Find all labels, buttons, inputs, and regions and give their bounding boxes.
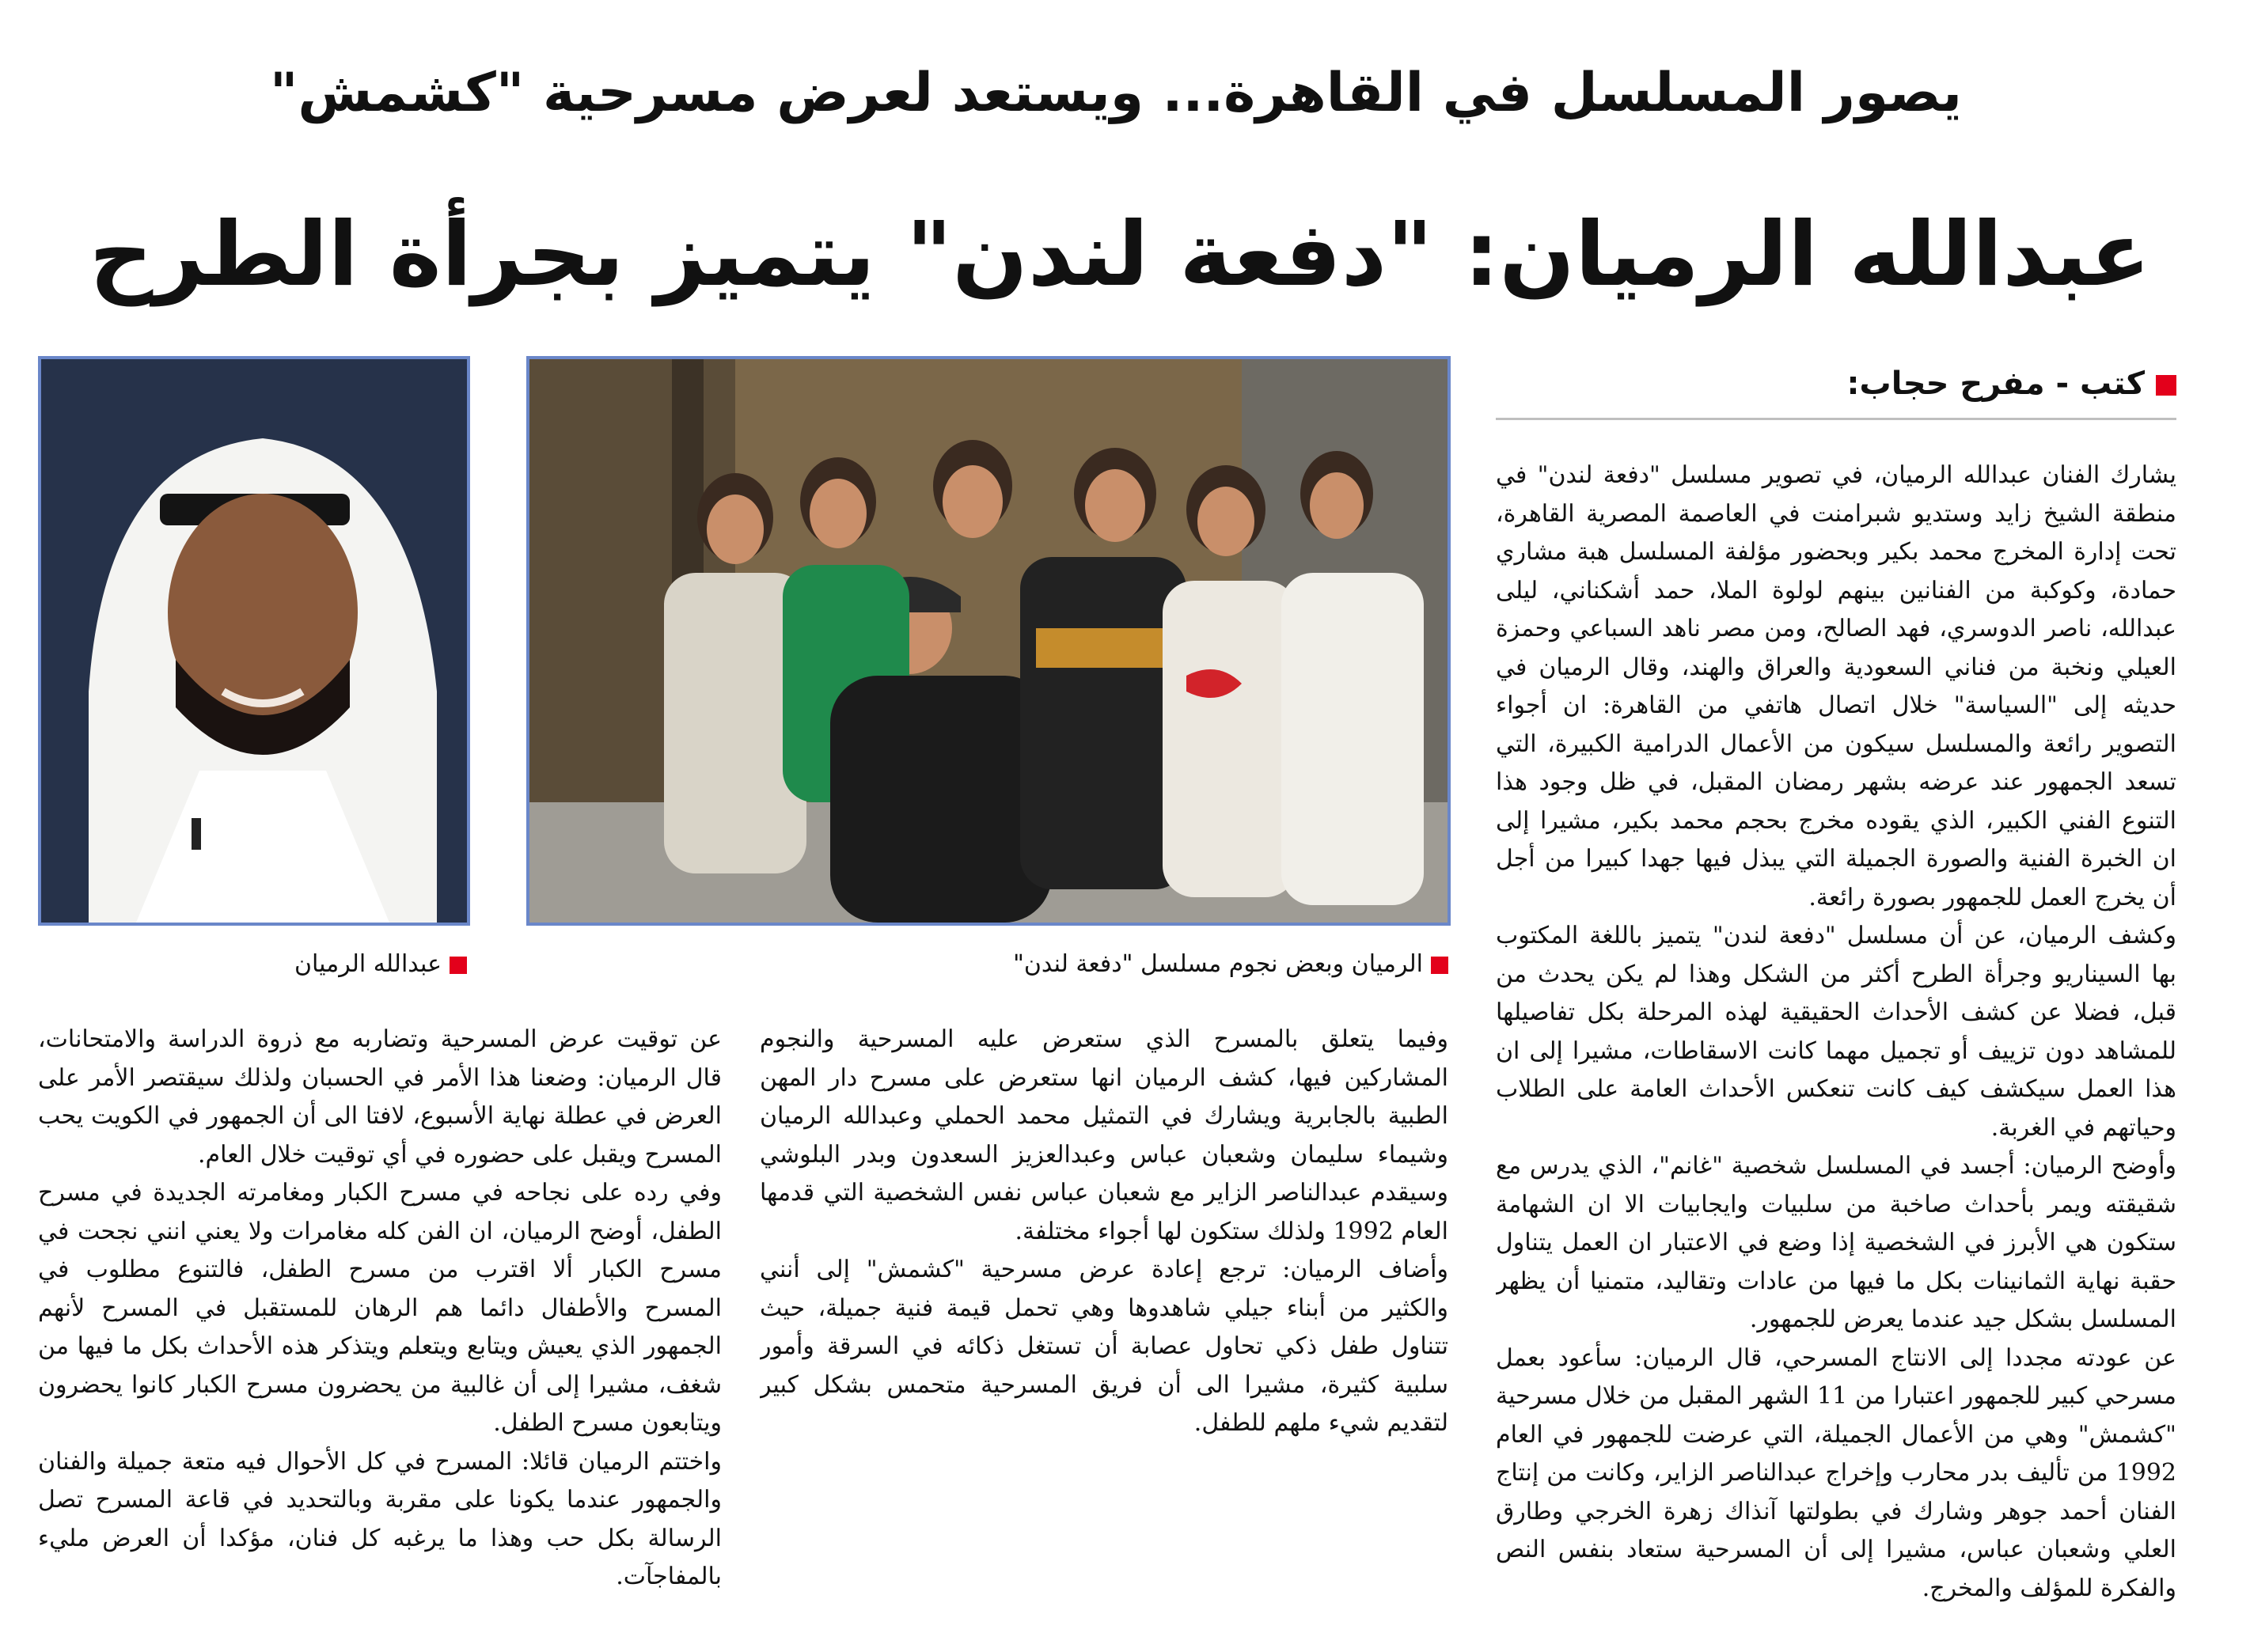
article-paragraph: وفيما يتعلق بالمسرح الذي ستعرض عليه المسرحية والنجوم المشاركين فيها، كشف الرميان انها ستعرض على مسرح دار المهن الطبية بالجابرية ويشارك في التمثيل محمد الحملي وعبدالله الرميان وشيماء سليمان وشعبان عباس وعبدالعزيز السعدون وبدر البلوشي وسيقدم عبدالناصر الزاير مع شعبان عباس نفس الشخصية التي قدمها العام 1992 ولذلك ستكون لها أجواء مختلفة. <box>760 1025 1448 1245</box>
article-column-left <box>38 1021 722 1622</box>
article-paragraph: وأوضح الرميان: أجسد في المسلسل شخصية "غانم"، الذي يدرس مع شقيقته ويمر بأحداث صاخبة من سلبيات وايجابيات الا ان الشهامة ستكون هي الأبرز في الشخصية إذا وضع في الاعتبار ان العمل يتناول حقبة نهاية الثمانينات بكل ما فيها من عادات وتقاليد، متمنيا أن يظهر المسلسل بشكل جيد عندما يعرض للجمهور. <box>1496 1152 2176 1333</box>
red-square-bullet-icon <box>2156 375 2176 396</box>
article-headline: عبدالله الرميان: "دفعة لندن" يتميز بجرأة الطرح <box>89 203 2151 306</box>
group-photo-caption-text: الرميان وبعض نجوم مسلسل "دفعة لندن" <box>1013 950 1423 978</box>
article-paragraph: يشارك الفنان عبدالله الرميان، في تصوير مسلسل "دفعة لندن" في منطقة الشيخ زايد وستديو شبرامنت في العاصمة المصرية القاهرة، تحت إدارة المخرج محمد بكير وبحضور مؤلفة المسلسل هبة مشاري حمادة، وكوكبة من الفنانين بينهم لولوة الملا، حمد أشكناني، ليلى عبدالله، ناصر الدوسري، فهد الصالح، ومن مصر ناهد السباعي وحمزة العيلي ونخبة من فناني السعودية والعراق والهند، وقال الرميان في حديثه إلى "السياسة" خلال اتصال هاتفي من القاهرة: ان أجواء التصوير رائعة والمسلسل سيكون من الأعمال الدرامية الكبيرة، التي تسعد الجمهور عند عرضه بشهر رمضان المقبل، في ظل وجود هذا التنوع الفني الكبير، الذي يقوده مخرج بحجم محمد بكير، مشيرا إلى ان الخبرة الفنية والصورة الجميلة التي يبذل فيها جهدا كبيرا من أجل أن يخرج العمل للجمهور بصورة رائعة. <box>1496 461 2176 911</box>
article-paragraph: عن توقيت عرض المسرحية وتضاربه مع ذروة الدراسة والامتحانات، قال الرميان: وضعنا هذا الأمر في الحسبان ولذلك سيقتصر الأمر على العرض في عطلة نهاية الأسبوع، لافتا الى أن الجمهور في الكويت يحب المسرح ويقبل على حضوره في أي توقيت خلال العام. <box>38 1025 722 1169</box>
portrait-illustration <box>41 359 467 923</box>
article-column-right <box>1496 457 2176 1620</box>
portrait-photo <box>38 356 470 926</box>
byline-text: كتب - مفرح حجاب: <box>1846 366 2145 402</box>
article-paragraph: عن عودته مجددا إلى الانتاج المسرحي، قال الرميان: سأعود بعمل مسرحي كبير للجمهور اعتبارا من 11 الشهر المقبل من خلال مسرحية "كشمش" وهي من الأعمال الجميلة، التي عرضت للجمهور في العام 1992 من تأليف بدر محارب وإخراج عبدالناصر الزاير، وكانت من إنتاج الفنان أحمد جوهر وشارك في بطولتها آنذاك زهرة الخرجي وطارق العلي وشعبان عباس، مشيرا إلى أن المسرحية ستعاد بنفس النص والفكرة للمؤلف والمخرج. <box>1496 1343 2176 1602</box>
group-photo-illustration <box>529 359 1448 923</box>
red-square-bullet-icon <box>450 957 467 974</box>
group-photo-caption <box>934 945 1448 983</box>
article-paragraph: وكشف الرميان، عن أن مسلسل "دفعة لندن" يتميز باللغة المكتوب بها السيناريو وجرأة الطرح أكثر من الشكل وهذا لم يكن يحدث من قبل، فضلا عن كشف الأحداث الحقيقية لهذه المرحلة بكل تفاصيلها للمشاهد دون تزييف أو تجميل مهما كانت الاسقاطات، مشيرا إلى ان هذا العمل سيكشف كيف كانت تنعكس الأحداث العامة على الطلاب وحياتهم في الغربة. <box>1496 922 2176 1142</box>
group-photo <box>526 356 1451 926</box>
byline <box>1496 356 2176 411</box>
byline-divider <box>1496 418 2176 420</box>
portrait-caption <box>230 945 467 983</box>
article-kicker: يصور المسلسل في القاهرة... ويستعد لعرض مسرحية "كشمش" <box>269 62 1963 124</box>
article-paragraph: واختتم الرميان قائلا: المسرح في كل الأحوال فيه متعة جميلة والفنان والجمهور عندما يكونا على مقربة وبالتحديد في قاعة المسرح تصل الرسالة بكل حب وهذا ما يرغبه كل فنان، مؤكدا أن العرض مليء بالمفاجآت. <box>38 1447 722 1590</box>
red-square-bullet-icon <box>1431 957 1448 974</box>
portrait-caption-text: عبدالله الرميان <box>294 950 442 978</box>
article-paragraph: وفي رده على نجاحه في مسرح الكبار ومغامرته الجديدة في مسرح الطفل، أوضح الرميان، ان الفن كله مغامرات ولا يعني انني نجحت في مسرح الكبار ألا اقترب من مسرح الطفل، فالتنوع مطلوب في المسرح والأطفال دائما هم الرهان للمستقبل في المسرح لأنهم الجمهور الذي يعيش ويتابع ويتعلم ويتذكر هذه الأحداث بكل ما فيها من شغف، مشيرا إلى أن غالبية من يحضرون مسرح الكبار كانوا يحضرون ويتابعون مسرح الطفل. <box>38 1179 722 1437</box>
article-paragraph: وأضاف الرميان: ترجع إعادة عرض مسرحية "كشمش" إلى أنني والكثير من أبناء جيلي شاهدوها وهي تحمل قيمة فنية جميلة، حيث تتناول طفل ذكي تحاول عصابة أن تستغل ذكائه في السرقة وأمور سلبية كثيرة، مشيرا الى أن فريق المسرحية متحمس بشكل كبير لتقديم شيء ملهم للطفل. <box>760 1256 1448 1437</box>
article-column-middle <box>760 1021 1448 1622</box>
